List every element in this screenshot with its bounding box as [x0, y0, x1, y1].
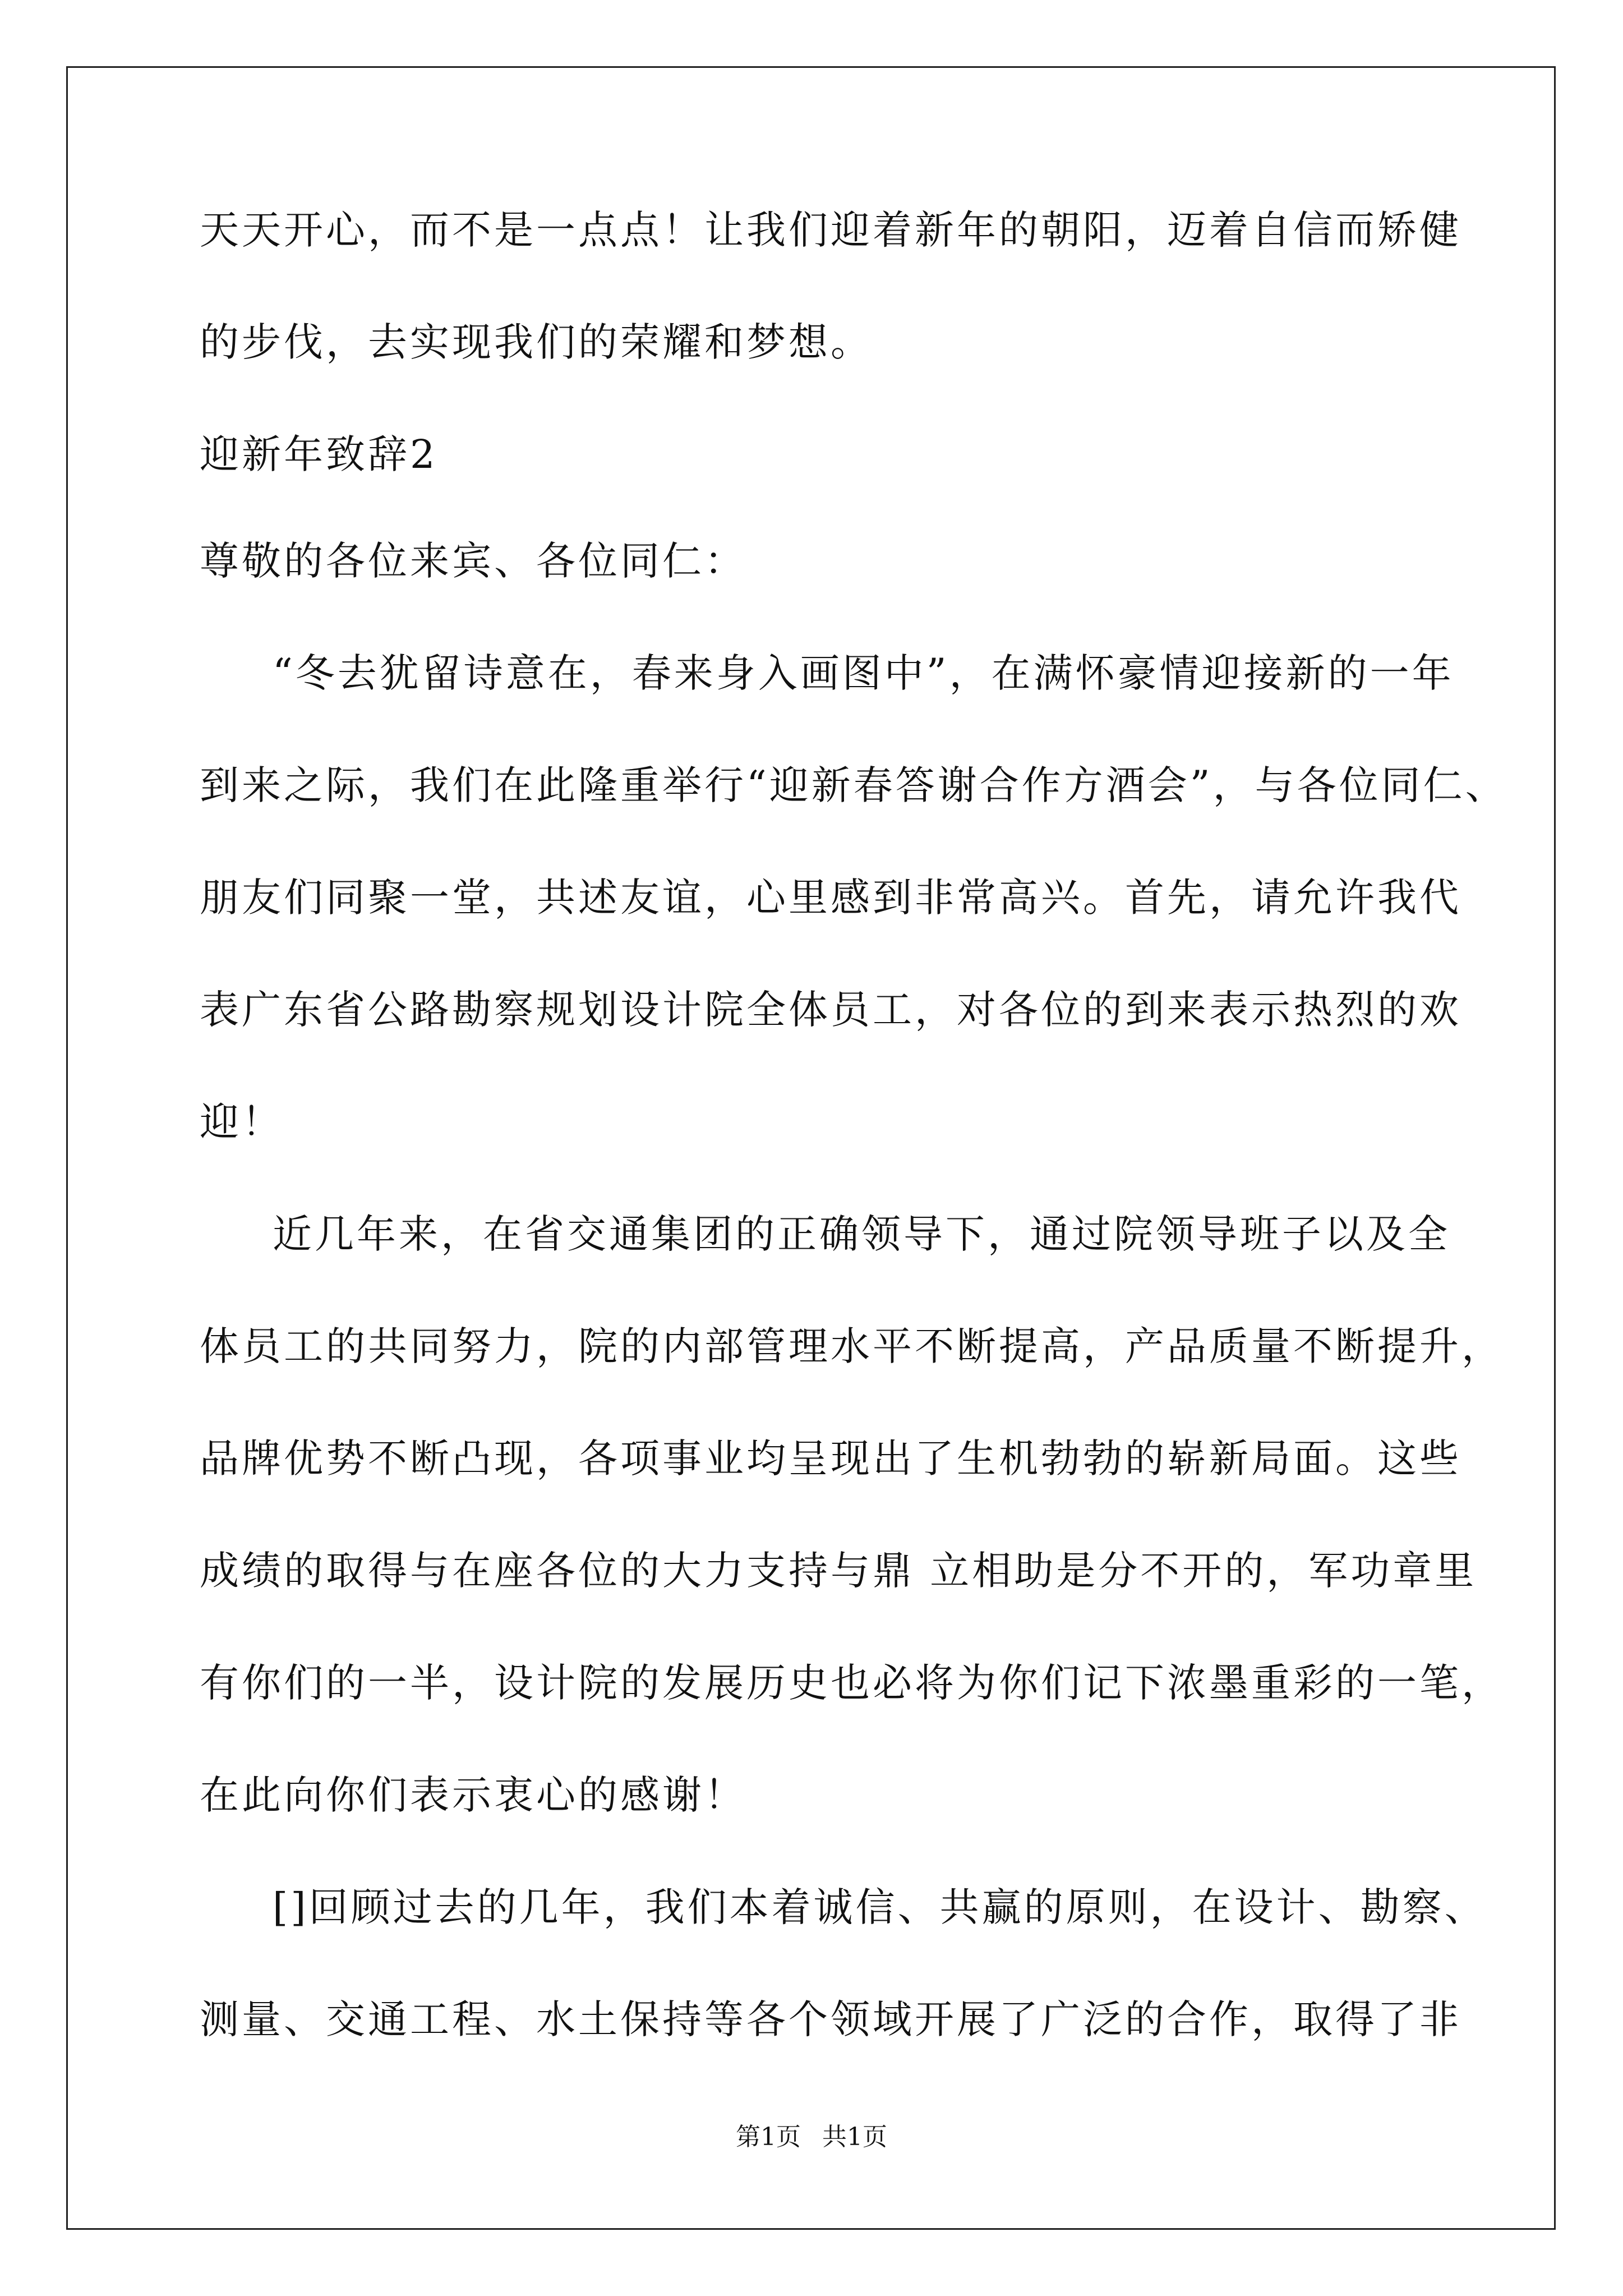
- text-line: 体员工的共同努力，院的内部管理水平不断提高，产品质量不断提升，: [200, 1323, 1504, 1369]
- text-line: 表广东省公路勘察规划设计院全体员工，对各位的到来表示热烈的欢: [200, 987, 1461, 1033]
- text-line: 成绩的取得与在座各位的大力支持与鼎 立相助是分不开的，军功章里: [200, 1548, 1477, 1594]
- section-heading: 迎新年致辞2: [200, 431, 438, 477]
- page-footer: [0, 2120, 1623, 2154]
- text-line: 到来之际，我们在此隆重举行“迎新春答谢合作方酒会”，与各位同仁、: [200, 762, 1507, 808]
- text-line: 迎！: [200, 1099, 284, 1145]
- text-line: 近几年来，在省交通集团的正确领导下，通过院领导班子以及全: [273, 1211, 1450, 1257]
- salutation: 尊敬的各位来宾、各位同仁：: [200, 538, 746, 584]
- text-line: 测量、交通工程、水土保持等各个领域开展了广泛的合作，取得了非: [200, 1996, 1461, 2042]
- page-number: 第1页: [736, 2123, 801, 2151]
- page-total: 共1页: [822, 2123, 887, 2151]
- text-line: 在此向你们表示衷心的感谢！: [200, 1772, 746, 1818]
- text-line: 品牌优势不断凸现，各项事业均呈现出了生机勃勃的崭新局面。这些: [200, 1435, 1461, 1481]
- text-line: 天天开心，而不是一点点！让我们迎着新年的朝阳，迈着自信而矫健: [200, 207, 1461, 253]
- text-line: “冬去犹留诗意在，春来身入画图中”，在满怀豪情迎接新的一年: [273, 650, 1454, 696]
- text-line: 朋友们同聚一堂，共述友谊，心里感到非常高兴。首先，请允许我代: [200, 875, 1461, 921]
- text-line: []回顾过去的几年，我们本着诚信、共赢的原则，在设计、勘察、: [273, 1884, 1487, 1930]
- text-line: 的步伐，去实现我们的荣耀和梦想。: [200, 319, 873, 365]
- text-line: 有你们的一半，设计院的发展历史也必将为你们记下浓墨重彩的一笔，: [200, 1660, 1504, 1706]
